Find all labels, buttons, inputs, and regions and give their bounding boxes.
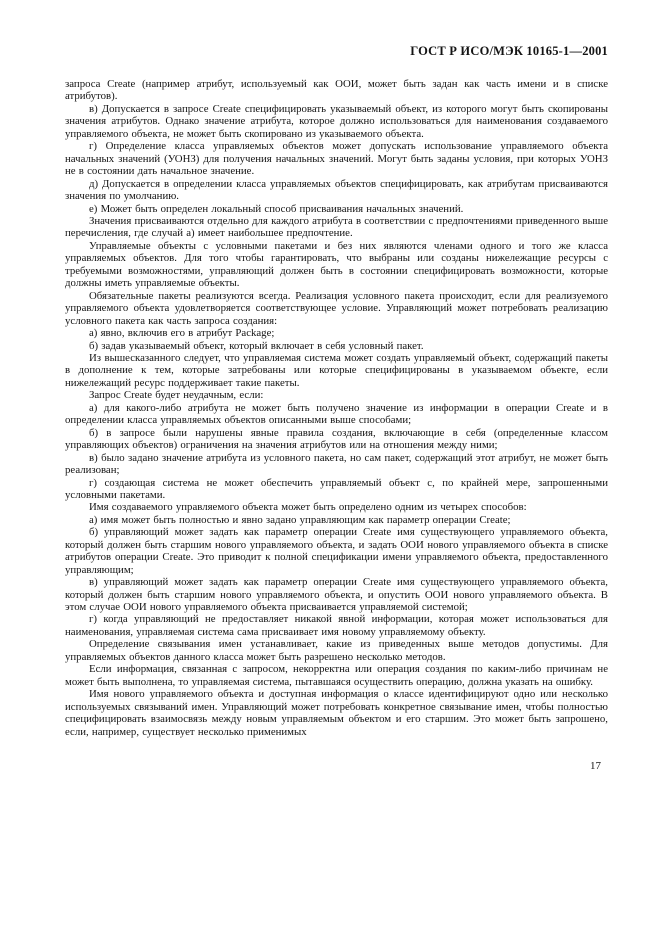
paragraph: а) явно, включив его в атрибут Package;	[89, 327, 275, 340]
body-text	[65, 78, 608, 738]
page-content	[65, 44, 608, 773]
paragraph: Имя нового управляемого объекта и доступная информация о классе идентифицируют одно или несколько используемых связываний имен. Управляющий может потребовать конкретное связывание имен, чтобы полностью специфицировать взаимосвязь между новым управляемым объектом и его старшим. Это может быть запрошено, если, например, существует несколько применимых	[65, 688, 608, 738]
paragraph: б) задав указываемый объект, который включает в себя условный пакет.	[89, 339, 424, 352]
paragraph: запроса Create (например атрибут, используемый как ООИ, может быть задан как часть имени и в списке атрибутов).	[65, 78, 608, 103]
page-number: 17	[590, 760, 601, 773]
paragraph: Значения присваиваются отдельно для каждого атрибута в соответствии с предпочтениями приведенного выше перечисления, где случай а) имеет наибольшее предпочтение.	[65, 214, 609, 240]
paragraph: б) в запросе были нарушены явные правила создания, включающие в себя (определенные классом управляющих объектов) ограничения на значения атрибутов или на отношения между ними;	[65, 426, 608, 452]
paragraph: д) Допускается в определении класса управляемых объектов специфицировать, как атрибутам присваиваются значения по умолчанию.	[65, 177, 608, 203]
paragraph: в) управляющий может задать как параметр операции Create имя существующего управляемого объекта, который должен быть старшим нового управляемого объекта, и опустить ООИ нового управляемого объекта. В этом случае ООИ нового управляемого объекта присваивается управляемой системой;	[65, 576, 608, 614]
paragraph: Определение связывания имен устанавливает, какие из приведенных выше методов допустимы. Для управляемых объектов данного класса может быть разрешено несколько методов.	[65, 638, 608, 663]
paragraph: е) Может быть определен локальный способ присваивания начальных значений.	[89, 202, 464, 215]
paragraph: в) Допускается в запросе Create специфицировать указываемый объект, из которого могут быть скопированы значения атрибутов. Однако значение атрибута, которое должно использоваться для наименования создаваемого управляемого объекта, не может быть скопировано из указываемого объекта.	[65, 102, 608, 140]
paragraph: а) для какого-либо атрибута не может быть получено значение из информации в операции Create и в определении класса управляемых объектов описанными выше способами;	[65, 401, 608, 427]
paragraph: Управляемые объекты с условными пакетами и без них являются членами одного и того же класса управляемых объектов. Для того чтобы гарантировать, что выбраны или созданы нижележащие ресурсы с требуемыми возможностями, управляющий должен быть в состоянии специфицировать возможности, которые должны иметь управляемые объекты.	[65, 239, 608, 290]
paragraph: б) управляющий может задать как параметр операции Create имя существующего управляемого объекта, который должен быть старшим нового управляемого объекта, и задать ООИ нового управляемого объекта в списке атрибутов операции Create. Это приводит к полной спецификации имени управляемого объекта, предоставленного управляющим;	[65, 526, 608, 576]
paragraph: Обязательные пакеты реализуются всегда. Реализация условного пакета происходит, если для реализуемого управляемого объекта удовлетворяется соответствующее условие. Управляющий может потребовать реализацию условного пакета как часть запроса создания:	[65, 289, 608, 327]
paragraph: Если информация, связанная с запросом, некорректна или операция создания по каким-либо причинам не может быть выполнена, то управляемая система, пытавшаяся осуществить операцию, должна указать на ошибку.	[65, 663, 608, 688]
paragraph: в) было задано значение атрибута из условного пакета, но сам пакет, содержащий этот атрибут, не может быть реализован;	[65, 451, 608, 477]
paragraph: г) когда управляющий не предоставляет никакой явной информации, которая может использоваться для наименования, управляемая система сама присваивает имя новому управляемому объекту.	[65, 613, 608, 638]
running-header-standard-designation: ГОСТ Р ИСО/МЭК 10165-1—2001	[410, 44, 608, 58]
paragraph: г) Определение класса управляемых объектов может допускать использование управляемого объекта начальных значений (УОНЗ) для получения начальных значений. Могут быть заданы условия, при которых УОНЗ не в состоянии дать начальное значение.	[65, 140, 608, 178]
paragraph: а) имя может быть полностью и явно задано управляющим как параметр операции Create;	[89, 513, 511, 526]
paragraph: г) создающая система не может обеспечить управляемый объект с, по крайней мере, запрошенными условными пакетами.	[65, 476, 608, 501]
paragraph: Из вышесказанного следует, что управляемая система может создать управляемый объект, содержащий пакеты в дополнение к тем, которые затребованы или которые специфицированы в указываемом объекте, если нижележащий ресурс поддерживает такие пакеты.	[65, 351, 608, 389]
paragraph: Запрос Create будет неудачным, если:	[89, 389, 264, 402]
paragraph: Имя создаваемого управляемого объекта может быть определено одним из четырех способов:	[89, 501, 527, 514]
